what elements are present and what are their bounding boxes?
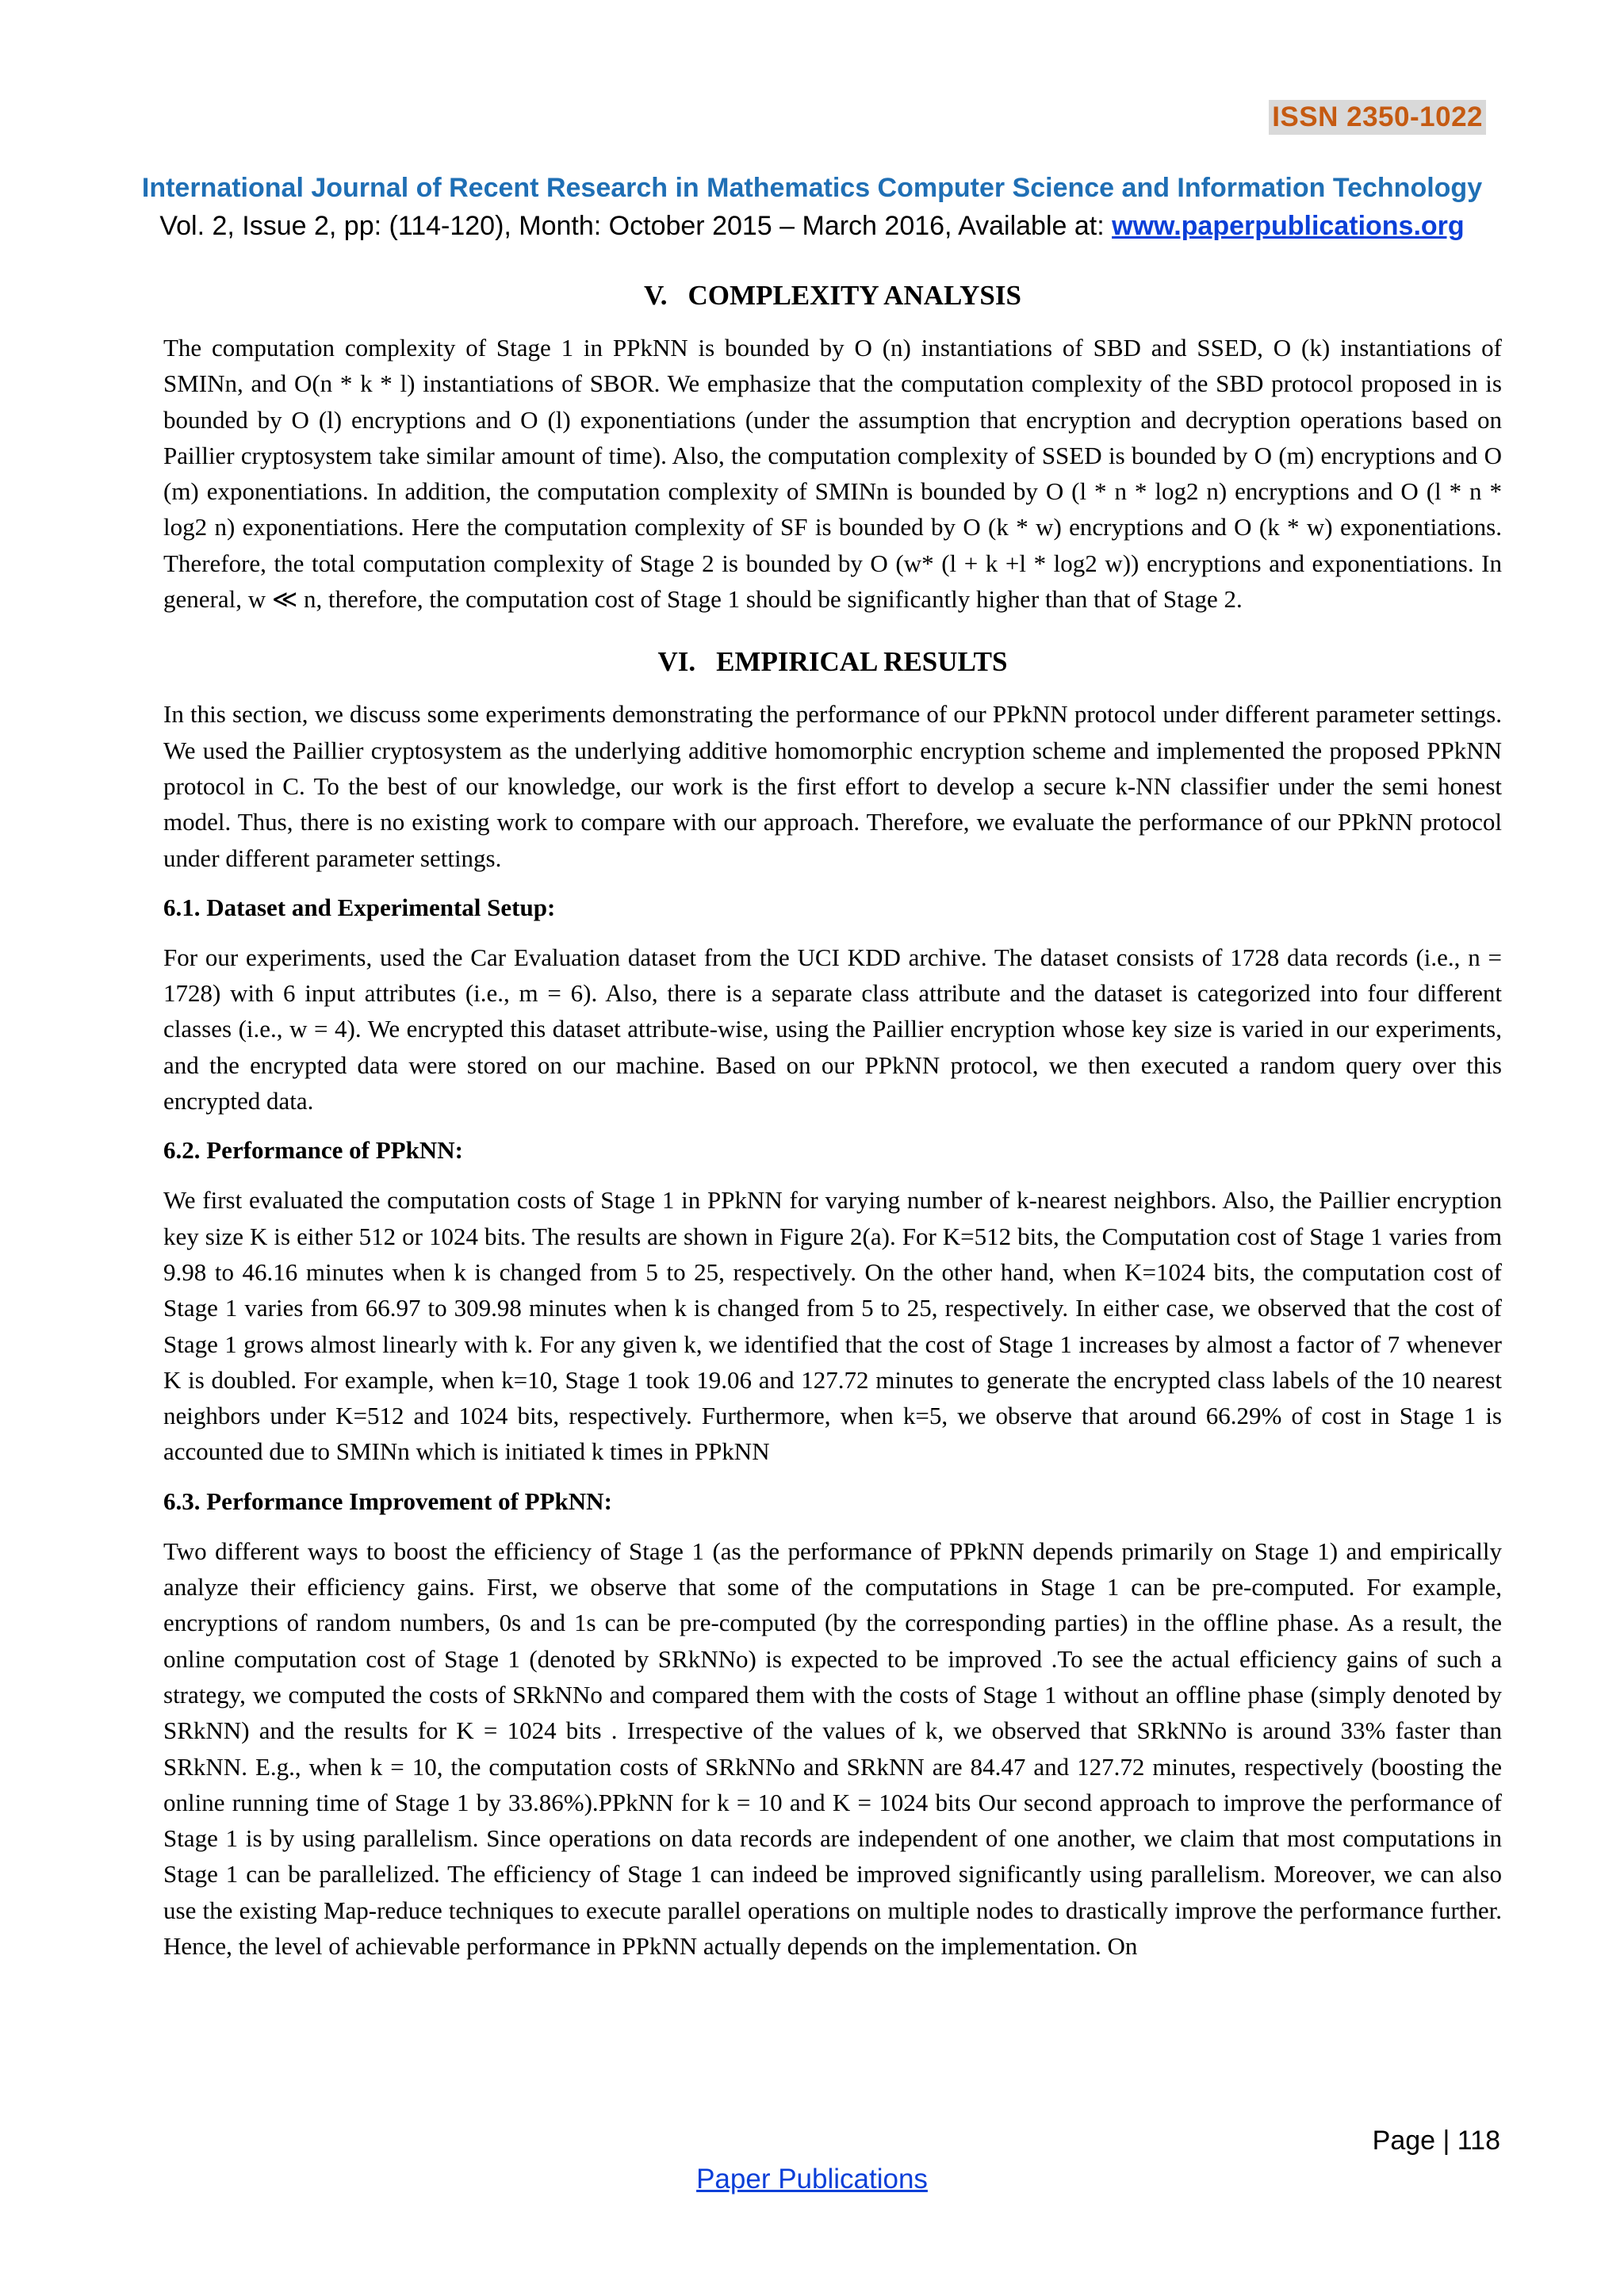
section-title: COMPLEXITY ANALYSIS	[688, 280, 1021, 311]
footer	[0, 2161, 1624, 2198]
subsection-heading-improvement: 6.3. Performance Improvement of PPkNN:	[163, 1487, 612, 1515]
section-number: V.	[644, 280, 668, 311]
page-number: Page | 118	[1372, 2126, 1500, 2156]
main-content	[163, 277, 1502, 1964]
journal-title: International Journal of Recent Research in Mathematics Computer Science and Information Technology	[141, 173, 1483, 203]
section-heading-complexity	[163, 277, 1502, 314]
website-link[interactable]: www.paperpublications.org	[1112, 211, 1465, 241]
paragraph-dataset: For our experiments, used the Car Evaluation dataset from the UCI KDD archive. The dataset consists of 1728 data records (i.e., n = 1728) with 6 input attributes (i.e., m = 6). Also, there is a separate class attribute and the dataset is categorized into four different classes (i.e., w = 4). We encrypted this dataset attribute-wise, using the Paillier encryption whose key size is varied in our experiments, and the encrypted data were stored on our machine. Based on our PPkNN protocol, we then executed a random query over this encrypted data.	[163, 943, 1502, 1115]
volume-text: Vol. 2, Issue 2, pp: (114-120), Month: October 2015 – March 2016, Available at:	[159, 211, 1113, 241]
paragraph-complexity: The computation complexity of Stage 1 in PPkNN is bounded by O (n) instantiations of SBD and SSED, O (k) instantiations of SMINn, and O(n * k * l) instantiations of SBOR. We emphasize that the computation complexity of the SBD protocol proposed in is bounded by O (l) encryptions and O (l) exponentiations (under the assumption that encryption and decryption operations based on Paillier cryptosystem take similar amount of time). Also, the computation complexity of SSED is bounded by O (m) encryptions and O (m) exponentiations. In addition, the computation complexity of SMINn is bounded by O (l * n * log2 n) encryptions and O (l * n * log2 n) exponentiations. Here the computation complexity of SF is bounded by O (k * w) encryptions and O (k * w) exponentiations. Therefore, the total computation complexity of Stage 2 is bounded by O (w* (l + k +l * log2 w)) encryptions and exponentiations. In general, w ≪ n, therefore, the computation cost of Stage 1 should be significantly higher than that of Stage 2.	[163, 334, 1502, 614]
subsection-heading-performance: 6.2. Performance of PPkNN:	[163, 1136, 463, 1165]
paragraph-performance: We first evaluated the computation costs of Stage 1 in PPkNN for varying number of k-nearest neighbors. Also, the Paillier encryption key size K is either 512 or 1024 bits. The results are shown in Figure 2(a). For K=512 bits, the Computation cost of Stage 1 varies from 9.98 to 46.16 minutes when k is changed from 5 to 25, respectively. On the other hand, when K=1024 bits, the computation cost of Stage 1 varies from 66.97 to 309.98 minutes when k is changed from 5 to 25, respectively. In either case, we observed that the cost of Stage 1 grows almost linearly with k. For any given k, we identified that the cost of Stage 1 increases by almost a factor of 7 whenever K is doubled. For example, when k=10, Stage 1 took 19.06 and 127.72 minutes to generate the encrypted class labels of the 10 nearest neighbors under K=512 and 1024 bits, respectively. Furthermore, when k=5, we observe that around 66.29% of cost in Stage 1 is accounted due to SMINn which is initiated k times in PPkNN	[163, 1186, 1502, 1466]
paragraph-improvement: Two different ways to boost the efficiency of Stage 1 (as the performance of PPkNN depends primarily on Stage 1) and empirically analyze their efficiency gains. First, we observe that some of the computations in Stage 1 can be pre-computed. For example, encryptions of random numbers, 0s and 1s can be pre-computed (by the corresponding parties) in the offline phase. As a result, the online computation cost of Stage 1 (denoted by SRkNNo) is expected to be improved .To see the actual efficiency gains of such a strategy, we computed the costs of SRkNNo and compared them with the costs of Stage 1 without an offline phase (simply denoted by SRkNN) and the results for K = 1024 bits . Irrespective of the values of k, we observed that SRkNNo is around 33% faster than SRkNN. E.g., when k = 10, the computation costs of SRkNNo and SRkNN are 84.47 and 127.72 minutes, respectively (boosting the online running time of Stage 1 by 33.86%).PPkNN for k = 10 and K = 1024 bits Our second approach to improve the performance of Stage 1 is by using parallelism. Since operations on data records are independent of one another, we claim that most computations in Stage 1 can be parallelized. The efficiency of Stage 1 can indeed be improved significantly using parallelism. Moreover, we can also use the existing Map-reduce techniques to execute parallel operations on multiple nodes to drastically improve the performance further. Hence, the level of achievable performance in PPkNN actually depends on the implementation. On	[163, 1536, 1502, 1960]
section-title: EMPIRICAL RESULTS	[716, 646, 1008, 678]
section-number: VI.	[657, 646, 696, 678]
publisher-link[interactable]: Paper Publications	[696, 2164, 928, 2195]
section-heading-empirical	[163, 644, 1502, 680]
subsection-heading-dataset: 6.1. Dataset and Experimental Setup:	[163, 893, 556, 921]
issn-badge: ISSN 2350-1022	[1269, 100, 1486, 135]
paragraph-empirical: In this section, we discuss some experiments demonstrating the performance of our PPkNN protocol under different parameter settings. We used the Paillier cryptosystem as the underlying additive homomorphic encryption scheme and implemented the proposed PPkNN protocol in C. To the best of our knowledge, our work is the first effort to develop a secure k-NN classifier under the semi honest model. Thus, there is no existing work to compare with our approach. Therefore, we evaluate the performance of our PPkNN protocol under different parameter settings.	[163, 700, 1502, 872]
volume-info	[0, 208, 1624, 244]
